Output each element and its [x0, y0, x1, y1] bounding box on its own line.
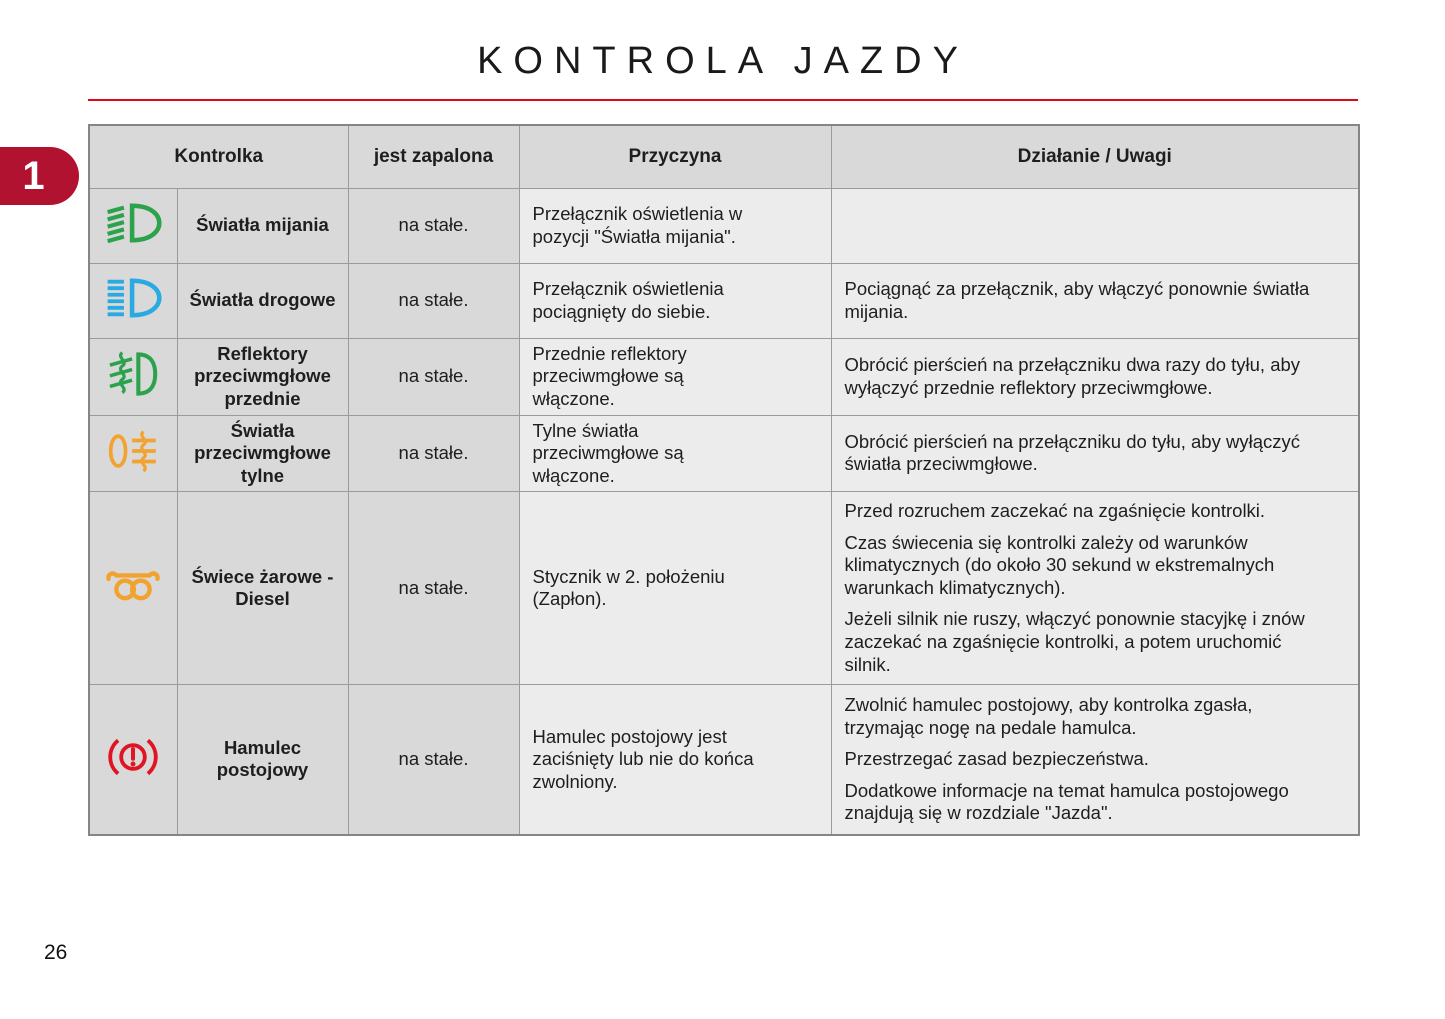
col-header-kontrolka: Kontrolka [89, 125, 348, 188]
lit-state: na stałe. [348, 263, 519, 338]
indicator-name: Świece żarowe - Diesel [177, 492, 348, 685]
indicator-table [88, 124, 1360, 836]
indicator-icon-cell [89, 263, 177, 338]
cause-cell: Przednie reflektory przeciwmgłowe są włączone. [519, 338, 831, 415]
table-row-high-beam [89, 263, 1359, 338]
lit-state: na stałe. [348, 188, 519, 263]
lit-state: na stałe. [348, 415, 519, 492]
front-fog-light-icon [108, 350, 158, 398]
indicator-icon-cell [89, 338, 177, 415]
cause-cell: Stycznik w 2. położeniu (Zapłon). [519, 492, 831, 685]
indicator-name: Światła przeciwmgłowe tylne [177, 415, 348, 492]
chapter-number: 1 [22, 153, 45, 198]
action-cell: Przed rozruchem zaczekać na zgaśnięcie kontrolki. Czas świecenia się kontrolki zależy od warunków klimatycznych (do około 30 sekund w ekstremalnych warunkach klimatycznych). Jeżeli silnik nie ruszy, włączyć ponownie stacyjkę i znów zaczekać na zgaśnięcie kontrolki, a potem uruchomić silnik. [831, 492, 1359, 685]
col-header-dzialanie-uwagi: Działanie / Uwagi [831, 125, 1359, 188]
indicator-name: Hamulec postojowy [177, 685, 348, 835]
indicator-icon-cell [89, 188, 177, 263]
action-cell: Obrócić pierścień na przełączniku dwa razy do tyłu, aby wyłączyć przednie reflektory przeciwmgłowe. [831, 338, 1359, 415]
indicator-icon-cell [89, 415, 177, 492]
cause-cell: Przełącznik oświetlenia pociągnięty do siebie. [519, 263, 831, 338]
rear-fog-light-icon [108, 430, 158, 472]
lit-state: na stałe. [348, 338, 519, 415]
table-header-row [89, 125, 1359, 188]
action-cell [831, 188, 1359, 263]
low-beam-icon [104, 201, 162, 245]
table-row-parking-brake [89, 685, 1359, 835]
table-row-glow-plug [89, 492, 1359, 685]
indicator-name: Światła drogowe [177, 263, 348, 338]
lit-state: na stałe. [348, 492, 519, 685]
cause-cell: Tylne światła przeciwmgłowe są włączone. [519, 415, 831, 492]
cause-cell: Przełącznik oświetlenia w pozycji "Światła mijania". [519, 188, 831, 263]
indicator-icon-cell [89, 492, 177, 685]
chapter-tab [0, 147, 79, 205]
action-cell: Obrócić pierścień na przełączniku do tyłu, aby wyłączyć światła przeciwmgłowe. [831, 415, 1359, 492]
page-title: KONTROLA JAZDY [477, 40, 969, 82]
indicator-icon-cell [89, 685, 177, 835]
action-cell: Zwolnić hamulec postojowy, aby kontrolka zgasła, trzymając nogę na pedale hamulca. Przestrzegać zasad bezpieczeństwa. Dodatkowe informacje na temat hamulca postojowego znajdują się w rozdziale "Jazda". [831, 685, 1359, 835]
lit-state: na stałe. [348, 685, 519, 835]
col-header-przyczyna: Przyczyna [519, 125, 831, 188]
indicator-name: Reflektory przeciwmgłowe przednie [177, 338, 348, 415]
indicator-name: Światła mijania [177, 188, 348, 263]
high-beam-icon [104, 276, 162, 320]
table-row-low-beam [89, 188, 1359, 263]
col-header-jest-zapalona: jest zapalona [348, 125, 519, 188]
glow-plug-icon [105, 567, 161, 603]
page-number: 26 [44, 941, 68, 964]
title-rule [88, 99, 1358, 101]
table-row-rear-fog [89, 415, 1359, 492]
action-cell: Pociągnąć za przełącznik, aby włączyć ponownie światła mijania. [831, 263, 1359, 338]
parking-brake-icon [105, 734, 161, 780]
table-row-front-fog [89, 338, 1359, 415]
cause-cell: Hamulec postojowy jest zaciśnięty lub nie do końca zwolniony. [519, 685, 831, 835]
